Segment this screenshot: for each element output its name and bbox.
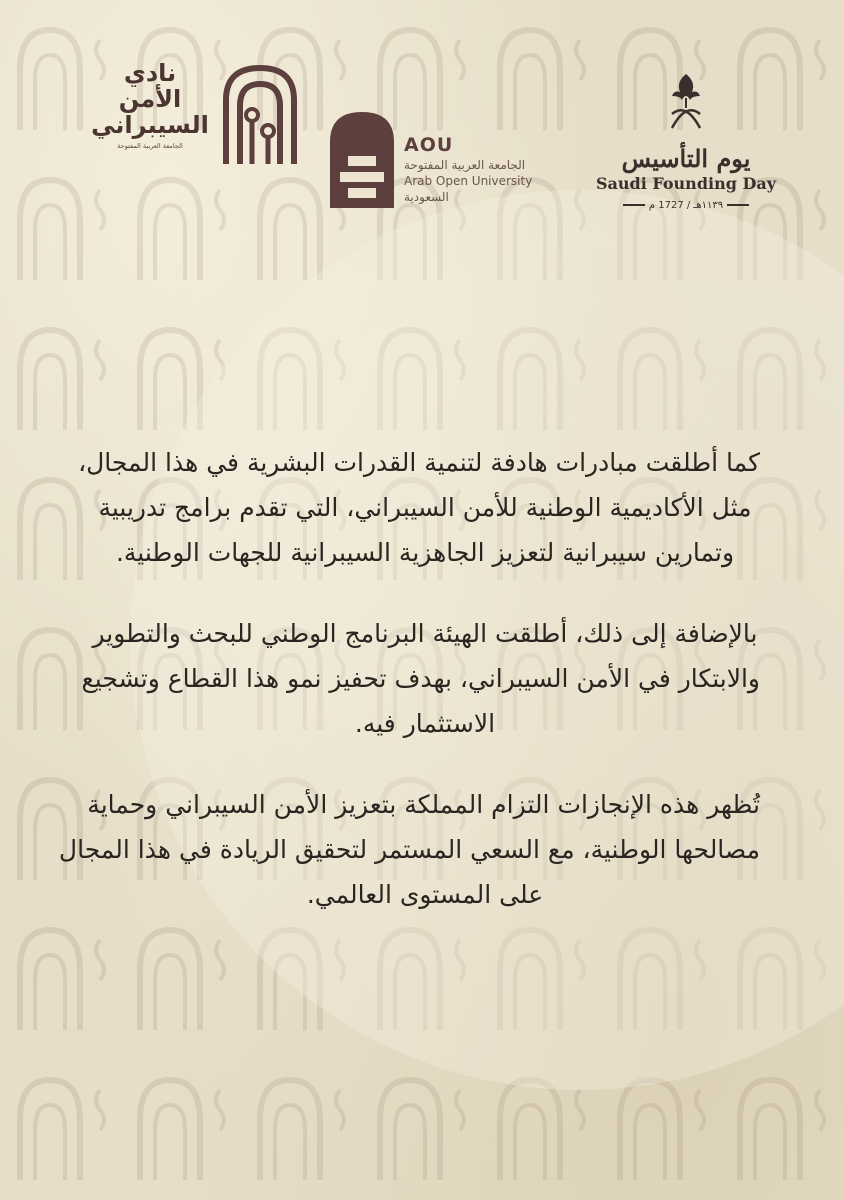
paragraph-line: الاستثمار فيه.	[354, 709, 496, 738]
founding-day-date	[596, 200, 776, 211]
paragraph-line: والابتكار في الأمن السيبراني، بهدف تحفيز نمو هذا القطاع وتشجيع	[81, 664, 760, 693]
paragraph-line: مثل الأكاديمية الوطنية للأمن السيبراني، التي تقدم برامج تدريبية	[98, 493, 752, 522]
founding-day-title-arabic: يوم التأسيس	[621, 144, 751, 173]
founding-day-date-text: ١١٣٩هـ / 1727 م	[648, 200, 724, 211]
aou-country: السعودية	[404, 190, 449, 204]
aou-name-english: Arab Open University	[404, 174, 533, 188]
club-name-line-1: نادي	[123, 59, 177, 87]
club-name	[86, 60, 214, 150]
aou-logo-icon	[330, 112, 394, 208]
paragraph-line: بالإضافة إلى ذلك، أطلقت الهيئة البرنامج الوطني للبحث والتطوير	[92, 619, 758, 648]
date-rule-right	[727, 204, 749, 206]
club-name-line-3: السيبراني	[91, 111, 209, 139]
paragraph-line: وتمارين سيبرانية لتعزيز الجاهزية السيبرانية للجهات الوطنية.	[115, 538, 735, 567]
aou-abbreviation: AOU	[404, 134, 454, 156]
paragraph-line: على المستوى العالمي.	[306, 880, 544, 909]
club-name-line-2: الأمن	[118, 85, 182, 113]
article-body	[58, 440, 760, 953]
saudi-founding-day-logo	[596, 70, 776, 220]
paragraph-3	[58, 782, 760, 917]
paragraph-2	[81, 611, 760, 746]
paragraph-1	[78, 440, 760, 575]
cyber-security-club-logo	[86, 60, 306, 220]
paragraph-line: تُظهر هذه الإنجازات التزام المملكة بتعزيز الأمن السيبراني وحماية	[87, 790, 760, 819]
saudi-emblem-icon	[668, 70, 704, 130]
cyber-club-logo-icon	[218, 60, 302, 170]
aou-logo	[330, 112, 570, 212]
aou-name-arabic: الجامعة العربية المفتوحة	[404, 158, 526, 172]
paragraph-line: كما أطلقت مبادرات هادفة لتنمية القدرات البشرية في هذا المجال،	[78, 448, 760, 477]
paragraph-line: مصالحها الوطنية، مع السعي المستمر لتحقيق الريادة في هذا المجال	[58, 835, 760, 864]
founding-day-title-english: Saudi Founding Day	[596, 174, 777, 193]
club-subtitle: الجامعة العربية المفتوحة	[117, 142, 183, 150]
date-rule-left	[623, 204, 645, 206]
